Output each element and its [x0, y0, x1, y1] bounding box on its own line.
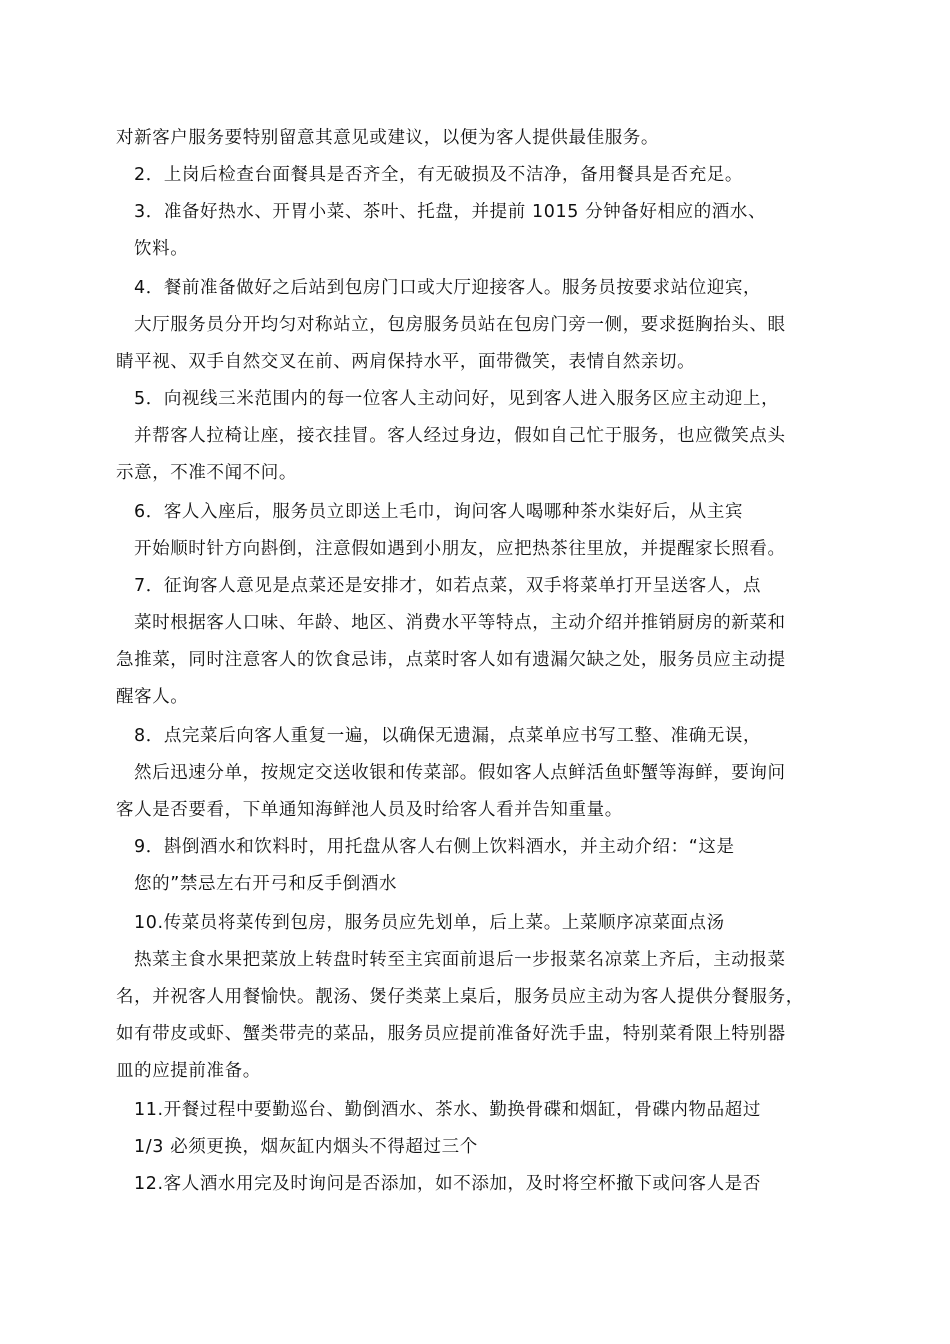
text-line-7: 睛平视、双手自然交叉在前、两肩保持水平，面带微笑，表情自然亲切。	[116, 352, 696, 372]
text-line-14: 菜时根据客人口味、年龄、地区、消费水平等特点，主动介绍并推销厨房的新菜和	[134, 613, 786, 633]
text-line-15: 急推菜，同时注意客人的饮食忌讳，点菜时客人如有遗漏欠缺之处，服务员应主动提	[116, 650, 786, 670]
text-line-26: 皿的应提前准备。	[116, 1061, 261, 1081]
text-line-16: 醒客人。	[116, 687, 189, 707]
text-line-5: 4．餐前准备做好之后站到包房门口或大厅迎接客人。服务员按要求站位迎宾，	[134, 278, 762, 298]
text-line-4: 饮料。	[134, 239, 189, 259]
text-line-19: 客人是否要看，下单通知海鲜池人员及时给客人看并告知重量。	[116, 800, 623, 820]
text-line-11: 6．客人入座后，服务员立即送上毛巾，询问客人喝哪种茶水柒好后，从主宾	[134, 502, 744, 522]
text-line-17: 8．点完菜后向客人重复一遍，以确保无遗漏，点菜单应书写工整、准确无误，	[134, 726, 762, 746]
text-line-22: 10.传菜员将菜传到包房，服务员应先划单，后上菜。上菜顺序凉菜面点汤	[134, 913, 725, 933]
text-line-21: 您的”禁忌左右开弓和反手倒酒水	[134, 874, 398, 894]
text-line-23: 热菜主食水果把菜放上转盘时转至主宾面前退后一步报菜名凉菜上齐后，主动报菜	[134, 950, 786, 970]
text-line-9: 并帮客人拉椅让座，接衣挂冒。客人经过身边，假如自己忙于服务，也应微笑点头	[134, 426, 786, 446]
text-line-29: 12.客人酒水用完及时询问是否添加，如不添加，及时将空杯撤下或问客人是否	[134, 1174, 761, 1194]
text-line-8: 5．向视线三米范围内的每一位客人主动问好，见到客人进入服务区应主动迎上，	[134, 389, 780, 409]
text-line-28: 1/3 必须更换，烟灰缸内烟头不得超过三个	[134, 1137, 478, 1157]
text-line-25: 如有带皮或虾、蟹类带壳的菜品，服务员应提前准备好洗手盅，特别菜肴限上特别器	[116, 1024, 786, 1044]
text-line-24: 名，并祝客人用餐愉快。靓汤、煲仔类菜上桌后，服务员应主动为客人提供分餐服务，	[116, 987, 804, 1007]
text-line-1: 对新客户服务要特别留意其意见或建议，以便为客人提供最佳服务。	[116, 128, 659, 148]
text-line-10: 示意，不准不闻不问。	[116, 463, 297, 483]
text-line-20: 9．斟倒酒水和饮料时，用托盘从客人右侧上饮料酒水，并主动介绍：“这是	[134, 837, 735, 857]
text-line-27: 11.开餐过程中要勤巡台、勤倒酒水、茶水、勤换骨碟和烟缸，骨碟内物品超过	[134, 1100, 761, 1120]
text-line-2: 2．上岗后检查台面餐具是否齐全，有无破损及不洁净，备用餐具是否充足。	[134, 165, 744, 185]
text-line-6: 大厅服务员分开均匀对称站立，包房服务员站在包房门旁一侧，要求挺胸抬头、眼	[134, 315, 786, 335]
text-line-3: 3．准备好热水、开胃小菜、茶叶、托盘，并提前 1015 分钟备好相应的酒水、	[134, 202, 767, 222]
text-line-18: 然后迅速分单，按规定交送收银和传菜部。假如客人点鲜活鱼虾蟹等海鲜，要询问	[134, 763, 786, 783]
text-line-13: 7．征询客人意见是点菜还是安排才，如若点菜，双手将菜单打开呈送客人，点	[134, 576, 762, 596]
text-line-12: 开始顺时针方向斟倒，注意假如遇到小朋友，应把热茶往里放，并提醒家长照看。	[134, 539, 786, 559]
